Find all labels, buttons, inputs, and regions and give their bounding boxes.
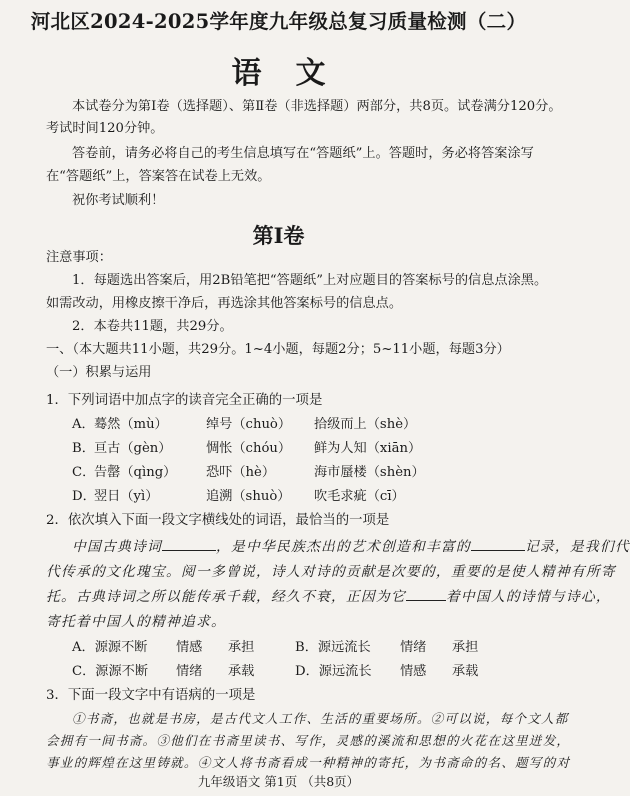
q1-option-d-word-1: 翌日（yì） (94, 489, 159, 504)
volume-heading: 第Ⅰ卷 (252, 223, 305, 248)
q2-option-b-word-3: 承担 (452, 640, 479, 655)
q2-option-d-word-3: 承载 (452, 664, 479, 679)
blank-1 (162, 540, 216, 551)
q1-option-c-word-2: 恐吓（hè） (206, 465, 276, 480)
blank-2 (471, 540, 525, 551)
q2-option-d-word-2: 情感 (400, 664, 427, 679)
notes-heading: 注意事项： (46, 250, 112, 265)
q2-passage-line-1 (72, 535, 630, 555)
q1-option-c-word-3: 海市蜃楼（shèn） (314, 465, 425, 480)
q2-passage-line-4: 寄托着中国人的精神追求。 (46, 614, 226, 630)
q2-passage-3a: 托。古典诗词之所以能传承千载，经久不衰，正因为它 (46, 589, 406, 605)
q1-option-d-word-3: 吹毛求疵（cī） (314, 489, 405, 504)
q2-option-b-word-1: B．源远流长 (295, 640, 371, 655)
q2-passage-1c: 记录，是我们代 (524, 539, 630, 555)
q1-option-d-word-2: 追溯（shuò） (206, 489, 291, 504)
q1-option-b-word-1: 亘古（gèn） (94, 441, 172, 456)
q1-option-c-word-1: 告罄（qìng） (94, 465, 177, 480)
section-heading: 一、（本大题共11小题，共29分。1~4小题，每题2分；5~11小题，每题3分） (46, 342, 510, 357)
q2-option-c-word-3: 承载 (228, 664, 255, 679)
q1-option-d-label: D． (72, 489, 96, 504)
q2-option-b-word-2: 情绪 (400, 640, 427, 655)
subject-title: 语文 (231, 56, 360, 91)
q1-option-a-word-3: 拾级而上（shè） (314, 417, 417, 432)
intro-line-1: 本试卷分为第Ⅰ卷（选择题）、第Ⅱ卷（非选择题）两部分，共8页。试卷满分120分。 (72, 99, 562, 114)
q2-option-a-word-2: 情感 (176, 640, 203, 655)
q3-passage-line-3: 事业的辉煌在这里铸就。④文人将书斋看成一种精神的寄托，为书斋命的名、题写的对 (46, 755, 571, 770)
question-2-stem: 2．依次填入下面一段文字横线处的词语，最恰当的一项是 (46, 513, 390, 528)
q2-option-d-word-1: D．源远流长 (295, 664, 372, 679)
q2-passage-1b: ，是中华民族杰出的艺术创造和丰富的 (215, 539, 471, 555)
q2-passage-3b: 着中国人的诗情与诗心， (445, 589, 611, 605)
q1-option-b-label: B． (72, 441, 95, 456)
q2-option-a-word-1: A．源源不断 (72, 640, 148, 655)
q2-option-c-word-1: C．源源不断 (72, 664, 149, 679)
q2-passage-line-2: 代传承的文化瑰宝。阅一多曾说，诗人对诗的贡献是次要的，重要的是使人精神有所寄 (46, 564, 616, 580)
q1-option-a-word-1: 蓦然（mù） (94, 417, 168, 432)
q2-option-c-word-2: 情绪 (176, 664, 203, 679)
intro-line-5: 祝你考试顺利！ (72, 193, 165, 208)
q1-option-c-label: C． (72, 465, 96, 480)
page-footer: 九年级语文 第1页 （共8页） (197, 774, 360, 789)
q3-passage-line-1: ①书斋，也就是书房，是古代文人工作、生活的重要场所。②可以说，每个文人都 (72, 711, 569, 726)
q1-option-b-word-2: 惆怅（chóu） (206, 441, 292, 456)
notes-line-3: 2．本卷共11题，共29分。 (72, 319, 233, 334)
section-subheading: （一）积累与运用 (46, 365, 152, 380)
intro-line-4: 在“答题纸”上，答案答在试卷上无效。 (46, 169, 271, 184)
blank-3 (406, 590, 446, 601)
intro-line-3: 答卷前，请务必将自己的考生信息填写在“答题纸”上。答题时，务必将答案涂写 (72, 146, 534, 161)
intro-line-2: 考试时间120分钟。 (46, 121, 164, 136)
notes-line-2: 如需改动，用橡皮擦干净后，再选涂其他答案标号的信息点。 (46, 296, 403, 311)
question-1-stem: 1．下列词语中加点字的读音完全正确的一项是 (46, 393, 323, 408)
q1-option-a-word-2: 绰号（chuò） (206, 417, 292, 432)
q1-option-a-label: A． (72, 417, 95, 432)
q2-option-a-word-3: 承担 (228, 640, 255, 655)
notes-line-1: 1．每题选出答案后，用2B铅笔把“答题纸”上对应题目的答案标号的信息点涂黑。 (72, 273, 548, 288)
q3-passage-line-2: 会拥有一间书斋。③他们在书斋里读书、写作，灵感的溪流和思想的火花在这里迸发， (46, 733, 571, 748)
q1-option-b-word-3: 鲜为人知（xiān） (314, 441, 422, 456)
q2-passage-line-3 (46, 585, 611, 605)
exam-title: 河北区2024-2025学年度九年级总复习质量检测（二） (30, 10, 527, 33)
question-3-stem: 3．下面一段文字中有语病的一项是 (46, 688, 256, 703)
q2-passage-1a: 中国古典诗词 (72, 539, 162, 555)
